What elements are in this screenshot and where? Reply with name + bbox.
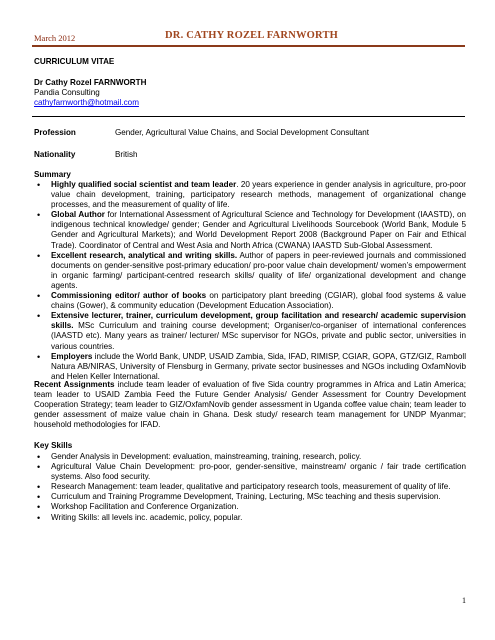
key-skill-item: • Agricultural Value Chain Development: pro-poor, gender-sensitive, mainstream/ organic / fair trade certification systems. Also food security. bbox=[34, 462, 466, 482]
key-skill-item: • Curriculum and Training Programme Development, Training, Lecturing, MSc teaching and thesis supervision. bbox=[34, 492, 466, 502]
summary-item bbox=[34, 352, 466, 382]
key-skill-item: • Gender Analysis in Development: evaluation, mainstreaming, training, research, policy. bbox=[34, 452, 466, 462]
key-skill-item: • Writing Skills: all levels inc. academic, policy, popular. bbox=[34, 513, 466, 523]
contact-email-link[interactable]: cathyfarnworth@hotmail.com bbox=[34, 98, 139, 108]
key-skills-list bbox=[34, 452, 466, 523]
summary-item-lead: Extensive lecturer, trainer, curriculum development, group facilitation and research/ academic supervision skills. bbox=[51, 311, 466, 331]
summary-item bbox=[34, 251, 466, 291]
summary-item-text: Author of papers in peer-reviewed journals and commissioned documents on gender-sensitive post-primary education/ pro-poor value chain development/ women’s empowerment in organic farming/ participant-centred research skills/ quality of life/ organizational development and change agents. bbox=[51, 250, 466, 290]
recent-assignments bbox=[34, 380, 466, 430]
summary-item-lead: Highly qualified social scientist and team leader bbox=[51, 180, 237, 189]
recent-assignments-text: include team leader of evaluation of five Sida country programmes in Africa and Latin America; team leader to USAID Zambia Feed the Future Gender Analysis/ Gender Assessment for Country Development Cooperation Strategy; team leader to GIZ/OxfamNovib gender assessment in Uganda coffee value chain; team leader to gender assessment of maize value chain in Ghana. Desk study/ research team management for UNDP Myanmar; household methodologies for IFAD. bbox=[34, 380, 467, 430]
document-title: CURRICULUM VITAE bbox=[34, 57, 115, 66]
summary-item-lead: Commissioning editor/ author of books bbox=[51, 291, 207, 301]
contact-block bbox=[34, 78, 466, 108]
summary-item-text: MSc Curriculum and training course development; Organiser/co-organiser of international conferences (IAASTD etc). Many years as trainer/ lecturer/ MSc supervisor for NGOs, private and public sector, universities in various countries. bbox=[51, 321, 466, 351]
summary-item-lead: Excellent research, analytical and writing skills. bbox=[51, 250, 238, 260]
key-skill-item: • Workshop Facilitation and Conference Organization. bbox=[34, 502, 466, 512]
key-skill-item: • Research Management: team leader, qualitative and participatory research tools, measurement of quality of life. bbox=[34, 482, 466, 492]
header-date: March 2012 bbox=[34, 33, 76, 43]
summary-item-text: for International Assessment of Agricultural Science and Technology for Development (IAASTD), on indigenous technical knowledge/ gender; Gender and Agricultural Livelihoods Sourcebook (World Bank, Module 5 Gender and Agricultural Markets); and World Development Report 2008 (Background Paper on Fair and Ethical Trade). Coordinator of Central and West Asia and North Africa (CWANA) IAASTD Sub-Global Assessment. bbox=[51, 210, 466, 250]
section-divider bbox=[32, 116, 465, 117]
summary-item bbox=[34, 180, 466, 210]
recent-assignments-label: Recent Assignments bbox=[34, 380, 115, 389]
key-skills-heading: Key Skills bbox=[34, 441, 73, 450]
nationality-value: British bbox=[115, 150, 138, 159]
summary-item-lead: Global Author bbox=[51, 210, 105, 220]
summary-item bbox=[34, 311, 466, 351]
summary-item bbox=[34, 210, 466, 250]
header-name: DR. CATHY ROZEL FARNWORTH bbox=[165, 30, 339, 41]
nationality-label: Nationality bbox=[34, 150, 76, 159]
summary-item bbox=[34, 291, 466, 311]
page-number: 1 bbox=[462, 596, 466, 605]
contact-org: Pandia Consulting bbox=[34, 88, 100, 98]
summary-item-lead: Employers bbox=[51, 351, 93, 361]
profession-label: Profession bbox=[34, 128, 76, 137]
summary-list bbox=[34, 180, 466, 382]
summary-item-text: include the World Bank, UNDP, USAID Zambia, Sida, IFAD, RIMISP, CGIAR, GOPA, GTZ/GIZ, Ramboll Natura AB/NIRAS, University of Flensburg in Germany, private sector businesses and NGOs including OxfamNovib and Helen Keller International. bbox=[51, 351, 466, 381]
summary-heading: Summary bbox=[34, 170, 71, 179]
summary-item-text: on participatory plant breeding (CGIAR), global food systems & value chains (Gower), & community education (Development Education Association). bbox=[51, 291, 466, 311]
contact-name: Dr Cathy Rozel FARNWORTH bbox=[34, 78, 147, 87]
summary-item-text: . 20 years experience in gender analysis in agriculture, pro-poor value chain development, training, participatory research methods, management of organizational change processes, and the measurement of quality of life. bbox=[51, 180, 466, 210]
header-rule bbox=[32, 45, 465, 47]
profession-value: Gender, Agricultural Value Chains, and Social Development Consultant bbox=[115, 128, 370, 137]
